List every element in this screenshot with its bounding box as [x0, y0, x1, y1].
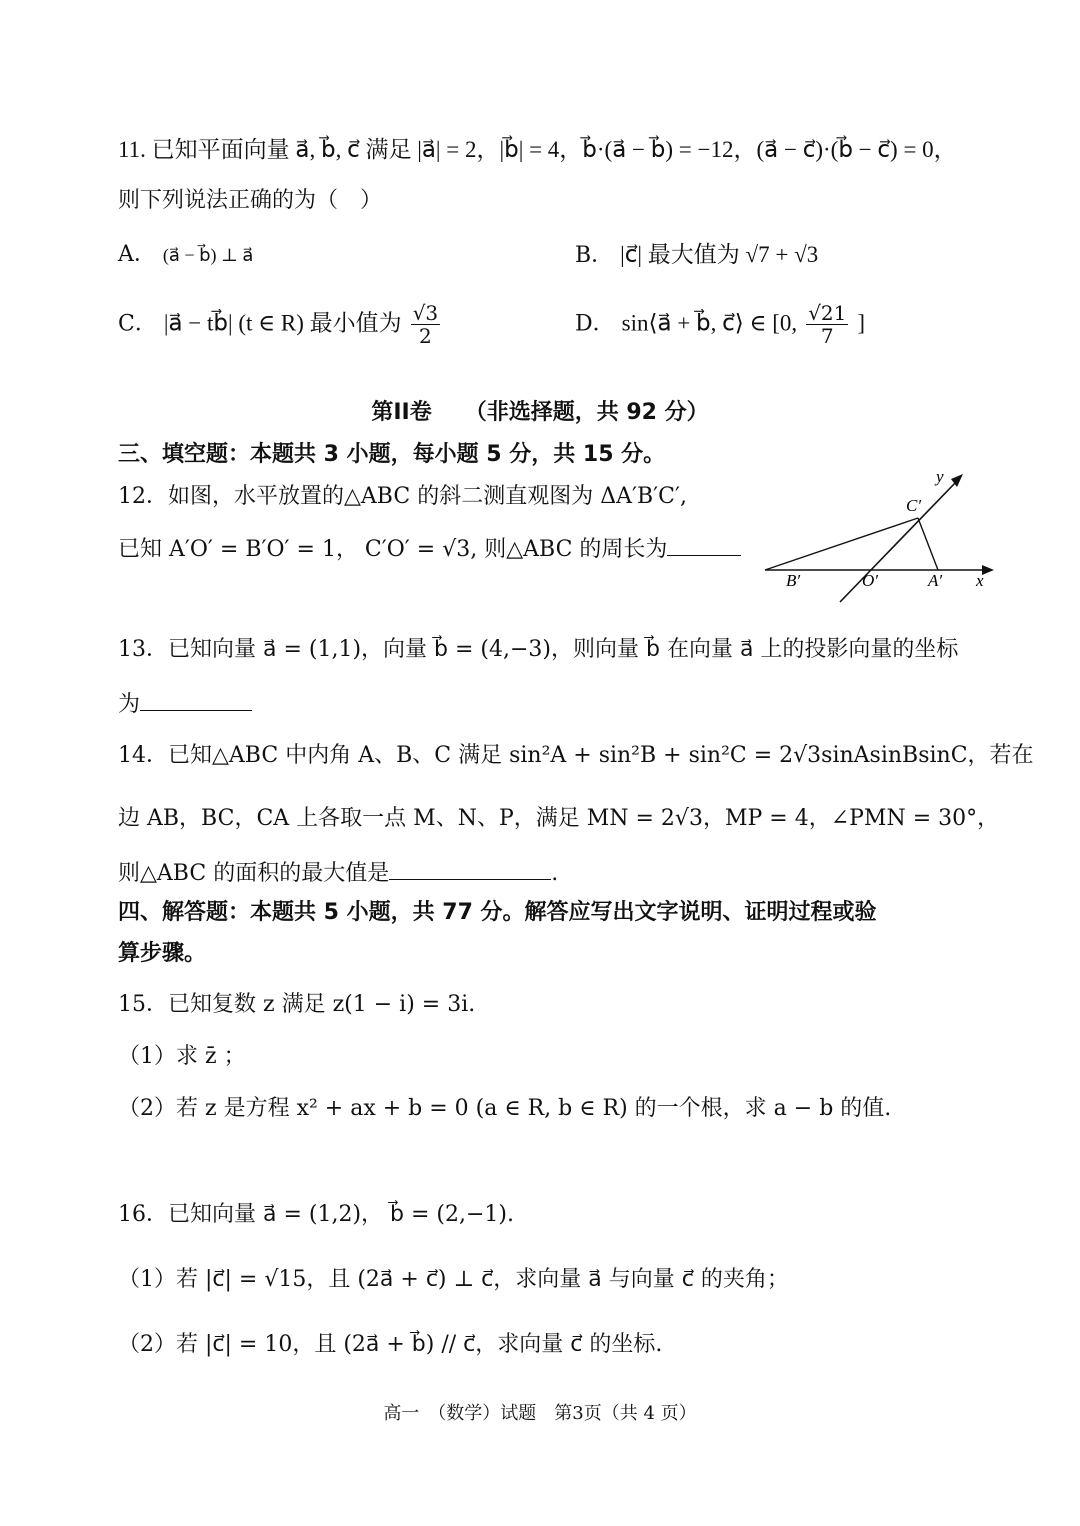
q16-part2: （2）若 |c⃗| = 10，且 (2a⃗ + b⃗) // c⃗，求向量 c⃗ 的坐标. [118, 1332, 663, 1357]
q13-answer-blank [140, 688, 252, 711]
q12-line1: 12．如图，水平放置的△ABC 的斜二测直观图为 ΔA′B′C′, [118, 484, 687, 509]
q14-answer-blank [389, 857, 551, 880]
q15-stem: 15．已知复数 z 满足 z(1 − i) = 3i. [118, 992, 476, 1017]
label-c-prime: C′ [906, 496, 922, 515]
q15-part1: （1）求 z̄ ； [118, 1044, 246, 1069]
q12-line2-text: 已知 A′O′ = B′O′ = 1， C′O′ = √3, 则△ABC 的周长为 [118, 537, 668, 562]
option-d-fraction [806, 302, 848, 347]
q14-line3-end: . [551, 861, 559, 886]
q14-line3-text: 则△ABC 的面积的最大值是 [118, 861, 390, 886]
label-y: y [936, 467, 944, 486]
x-axis-arrow [982, 565, 994, 575]
q13-line2-text: 为 [118, 692, 141, 717]
option-d-key: D． [575, 311, 615, 337]
label-a-prime: A′ [928, 571, 943, 590]
q12-line2 [118, 533, 741, 565]
label-o-prime: O′ [862, 571, 878, 590]
q14-line3 [118, 857, 558, 889]
q16-stem: 16．已知向量 a⃗ = (1,2)， b⃗ = (2,−1). [118, 1202, 515, 1227]
q14-line2: 边 AB，BC，CA 上各取一点 M、N、P，满足 MN = 2√3，MP = 4，∠PMN = 30°， [118, 806, 1000, 831]
q11-stem-line1: 11. 已知平面向量 a⃗, b⃗, c⃗ 满足 |a⃗| = 2，|b⃗| = 4，b⃗·(a⃗ − b⃗) = −12，(a⃗ − c⃗)·(b⃗ − c⃗) = 0， [118, 137, 957, 162]
q14-line1: 14．已知△ABC 中内角 A、B、C 满足 sin²A + sin²B + sin²C = 2√3sinAsinBsinC，若在 [118, 743, 1034, 768]
q16-part1: （1）若 |c⃗| = √15，且 (2a⃗ + c⃗) ⊥ c⃗，求向量 a⃗ 与向量 c⃗ 的夹角； [118, 1267, 789, 1292]
section4-heading-line2: 算步骤。 [118, 941, 207, 966]
section3-heading: 三、填空题：本题共 3 小题，每小题 5 分，共 15 分。 [118, 442, 666, 467]
option-c-key: C． [118, 311, 157, 337]
option-d-denominator: 7 [820, 324, 834, 348]
label-x: x [976, 571, 984, 590]
option-c-fraction [411, 302, 440, 347]
q12-answer-blank [667, 533, 741, 556]
option-b-text: |c⃗| 最大值为 √7 + √3 [620, 242, 819, 267]
part2-title: 第II卷 （非选择题，共 92 分） [371, 400, 709, 425]
option-c-text: |a⃗ − tb⃗| (t ∈ R) 最小值为 [163, 310, 402, 336]
option-a-key: A． [118, 242, 156, 267]
q11-option-a [118, 240, 253, 270]
q13-line1: 13．已知向量 a⃗ = (1,1)，向量 b⃗ = (4,−3)，则向量 b⃗ 在向量 a⃗ 上的投影向量的坐标 [118, 637, 959, 662]
option-b-key: B． [575, 243, 614, 268]
q11-option-b [575, 240, 818, 271]
option-d-text: sin⟨a⃗ + b⃗, c⃗⟩ ∈ [0, [621, 310, 798, 336]
q15-part2: （2）若 z 是方程 x² + ax + b = 0 (a ∈ R, b ∈ R) 的一个根，求 a − b 的值. [118, 1096, 892, 1121]
q11-stem-line2: 则下列说法正确的为（ ） [118, 188, 383, 213]
side-c-a [918, 518, 938, 570]
section4-heading-line1: 四、解答题：本题共 5 小题，共 77 分。解答应写出文字说明、证明过程或验 [118, 900, 877, 925]
q13-line2 [118, 688, 252, 720]
label-b-prime: B′ [786, 571, 801, 590]
option-d-close: ] [857, 310, 866, 336]
option-c-numerator: √3 [412, 301, 439, 325]
option-d-numerator: √21 [808, 301, 847, 325]
q11-option-d [575, 302, 865, 347]
q11-option-c [118, 302, 442, 347]
option-c-denominator: 2 [419, 324, 432, 348]
page-footer: 高一 （数学）试题 第3页（共 4 页） [383, 1403, 697, 1424]
option-a-text: (a⃗ − b⃗) ⊥ a⃗ [162, 245, 254, 265]
q12-oblique-diagram [760, 466, 1000, 611]
